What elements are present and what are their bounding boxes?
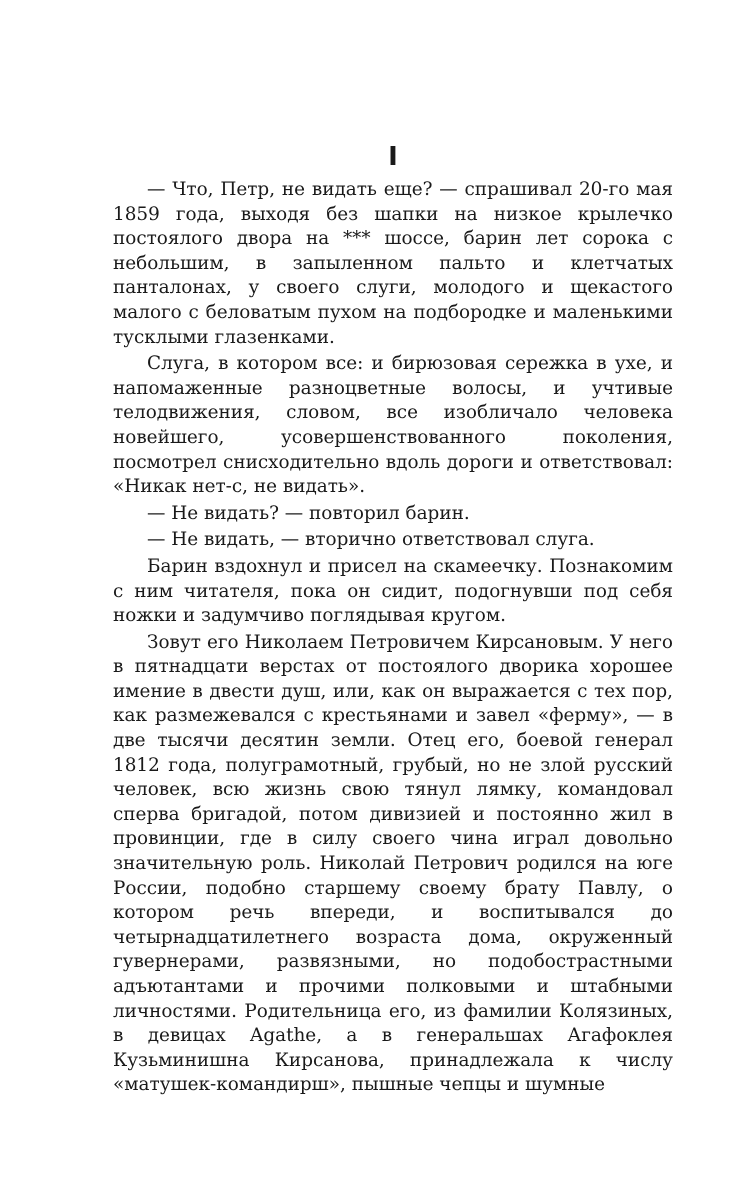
book-page (113, 140, 673, 1098)
paragraph: Слуга, в котором все: и бирюзовая сережка в ухе, и напомаженные разноцветные волосы, и учтивые телодвижения, словом, все изобличало человека новейшего, усовершенствованного поколения, посмотрел снисходительно вдоль дороги и ответствовал: «Никак нет-с, не видать». (113, 353, 673, 498)
chapter-heading: I (388, 142, 398, 172)
paragraph: — Что, Петр, не видать еще? — спрашивал 20-го мая 1859 года, выходя без шапки на низкое крылечко постоялого двора на *** шоссе, барин лет сорока с небольшим, в запыленном пальто и клетчатых панталонах, у своего слуги, молодого и щекастого малого с беловатым пухом на подбородке и маленькими тусклыми глазенками. (113, 179, 673, 348)
paragraph: — Не видать? — повторил барин. (147, 502, 470, 524)
paragraph: — Не видать, — вторично ответствовал слуга. (147, 529, 595, 551)
paragraph: Барин вздохнул и присел на скамеечку. Познакомим с ним читателя, пока он сидит, подогнувши под себя ножки и задумчиво поглядывая кругом. (113, 555, 673, 627)
paragraph: Зовут его Николаем Петровичем Кирсановым. У него в пятнадцати верстах от постоялого дворика хорошее имение в двести душ, или, как он выражается с тех пор, как размежевался с крестьянами и завел «ферму», — в две тысячи десятин земли. Отец его, боевой генерал 1812 года, полуграмотный, грубый, но не злой русский человек, всю жизнь свою тянул лямку, командовал сперва бригадой, потом дивизией и постоянно жил в провинции, где в силу своего чина играл довольно значительную роль. Николай Петрович родился на юге России, подобно старшему своему брату Павлу, о котором речь впереди, и воспитывался до четырнадцатилетнего возраста дома, окруженный гувернерами, развязными, но подобострастными адъютантами и прочими полковыми и штабными личностями. Родительница его, из фамилии Колязиных, в девицах Agathe, а в генеральшах Агафоклея Кузьминишна Кирсанова, принадлежала к числу «матушек-командирш», пышные чепцы и шумные (113, 631, 673, 1096)
